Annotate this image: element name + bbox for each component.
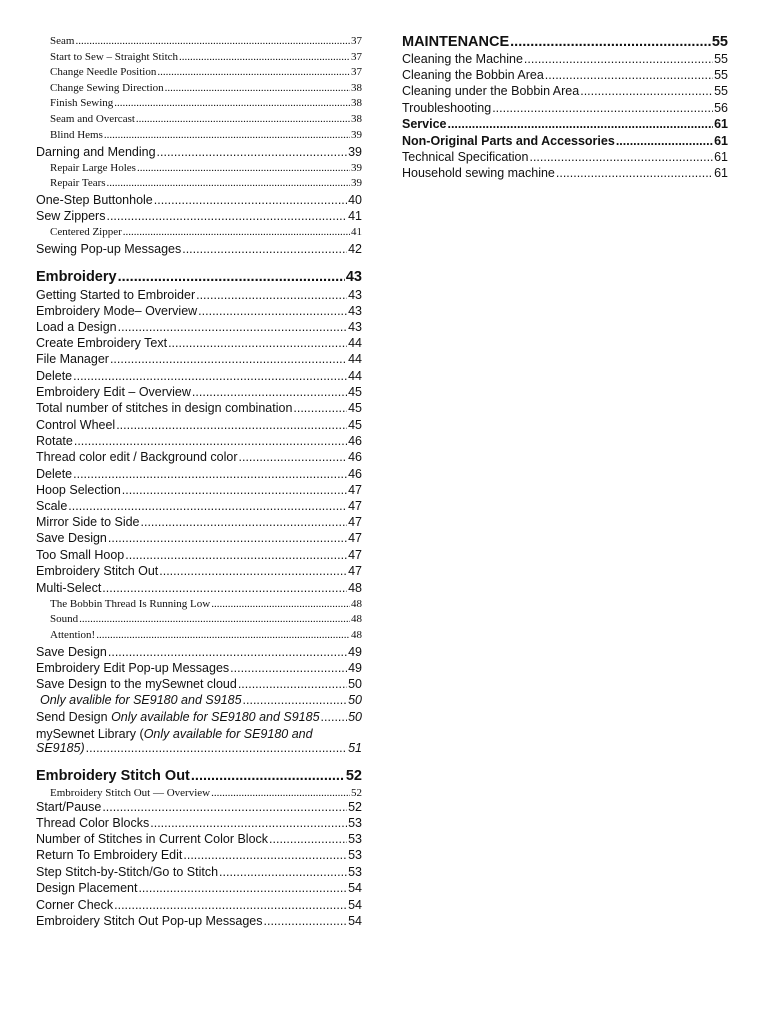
toc-entry-page: 48 (351, 613, 362, 625)
toc-entry-title: Embroidery Stitch Out (36, 564, 159, 578)
dot-leader (96, 629, 350, 642)
toc-entry-page: 53 (348, 816, 362, 830)
toc-entry-page: 46 (348, 434, 362, 448)
toc-entry-page: 47 (348, 531, 362, 545)
toc-entry (36, 434, 362, 448)
toc-entry (36, 320, 362, 334)
toc-entry (36, 129, 362, 142)
dot-leader (191, 768, 345, 785)
toc-entry-title: Control Wheel (36, 418, 116, 432)
dot-leader (106, 209, 347, 223)
toc-entry (402, 166, 728, 180)
dot-leader (293, 401, 347, 415)
toc-entry-title: Cleaning under the Bobbin Area (402, 84, 580, 98)
dot-leader (264, 914, 348, 928)
toc-entry-page: 43 (348, 288, 362, 302)
toc-entry-page: 47 (348, 483, 362, 497)
toc-entry-title: Too Small Hoop (36, 548, 125, 562)
toc-entry (402, 150, 728, 164)
toc-entry (36, 898, 362, 912)
dot-leader (102, 800, 347, 814)
toc-entry (36, 832, 362, 846)
dot-leader (159, 564, 347, 578)
toc-entry (402, 84, 728, 98)
toc-entry-page: 52 (348, 800, 362, 814)
toc-entry-page: 48 (351, 598, 362, 610)
toc-entry-page: 52 (351, 787, 362, 799)
toc-entry-title: Technical Specification (402, 150, 529, 164)
toc-entry-title: Corner Check (36, 898, 114, 912)
toc-entry (36, 787, 362, 800)
toc-entry-title: Sew Zippers (36, 209, 106, 223)
toc-entry-title: One-Step Buttonhole (36, 193, 153, 207)
toc-entry-page: 45 (348, 418, 362, 432)
toc-section-heading (402, 34, 728, 51)
toc-heading-page: 43 (345, 269, 362, 285)
dot-leader (182, 242, 347, 256)
toc-entry-page: 39 (351, 177, 362, 189)
dot-leader (125, 548, 347, 562)
toc-entry-title: Seam and Overcast (50, 113, 135, 125)
dot-leader (165, 82, 350, 95)
toc-entry-page: 53 (348, 848, 362, 862)
toc-entry-page: 37 (351, 66, 362, 78)
dot-leader (211, 787, 350, 800)
toc-entry-title: Finish Sewing (50, 97, 114, 109)
toc-entry-page: 39 (351, 129, 362, 141)
toc-entry-page: 44 (348, 336, 362, 350)
toc-entry-title: Return To Embroidery Edit (36, 848, 183, 862)
toc-entry-page: 38 (351, 113, 362, 125)
toc-entry-page: 55 (714, 52, 728, 66)
toc-entry-title: Change Needle Position (50, 66, 157, 78)
toc-entry (36, 865, 362, 879)
toc-entry-title: Start to Sew – Straight Stitch (50, 51, 179, 63)
dot-leader (524, 52, 713, 66)
toc-entry (36, 564, 362, 578)
toc-entry (36, 162, 362, 175)
dot-leader (116, 418, 347, 432)
toc-entry (36, 304, 362, 318)
dot-leader (104, 129, 350, 142)
toc-entry (36, 598, 362, 611)
toc-entry-page: 54 (348, 881, 362, 895)
dot-leader (107, 177, 350, 190)
dot-leader (179, 51, 350, 64)
toc-entry-page: 47 (348, 515, 362, 529)
dot-leader (123, 226, 350, 239)
toc-entry-title-line2 (36, 741, 362, 755)
dot-leader (79, 613, 350, 626)
toc-entry-title: Non-Original Parts and Accessories (402, 134, 615, 148)
toc-entry-title-continued: SE9185) (36, 741, 85, 755)
toc-entry-page: 41 (351, 226, 362, 238)
dot-leader (73, 369, 347, 383)
dot-leader (75, 35, 350, 48)
toc-entry-title: Sewing Pop-up Messages (36, 242, 182, 256)
dot-leader (192, 385, 347, 399)
toc-entry (36, 145, 362, 159)
toc-entry-title: Embroidery Edit – Overview (36, 385, 191, 399)
dot-leader (321, 710, 348, 724)
toc-entry-page: 56 (714, 101, 728, 115)
dot-leader (74, 434, 347, 448)
dot-leader (269, 832, 347, 846)
toc-entry-title: Embroidery Stitch Out Pop-up Messages (36, 914, 263, 928)
toc-entry-page: 48 (348, 581, 362, 595)
toc-entry-title: Start/Pause (36, 800, 102, 814)
toc-entry-page: 47 (348, 564, 362, 578)
toc-entry-title: Load a Design (36, 320, 117, 334)
toc-entry (36, 242, 362, 256)
toc-entry-page: 55 (714, 68, 728, 82)
dot-leader (529, 150, 713, 164)
toc-entry (36, 548, 362, 562)
toc-entry-page: 43 (348, 304, 362, 318)
toc-entry-title: Hoop Selection (36, 483, 121, 497)
dot-leader (556, 166, 713, 180)
toc-entry (36, 848, 362, 862)
toc-entry-title: Thread Color Blocks (36, 816, 150, 830)
toc-section-heading (36, 269, 362, 286)
toc-entry-page: 37 (351, 35, 362, 47)
toc-entry (402, 101, 728, 115)
toc-entry-title: Create Embroidery Text (36, 336, 168, 350)
dot-leader (580, 84, 713, 98)
toc-entry (36, 914, 362, 928)
toc-entry-title: Sound (50, 613, 79, 625)
dot-leader (118, 320, 347, 334)
toc-entry-page: 42 (348, 242, 362, 256)
toc-entry-title-italic: Only available for SE9180 and S9185 (111, 710, 320, 724)
dot-leader (110, 352, 347, 366)
toc-entry (402, 117, 728, 131)
toc-entry-page: 54 (348, 914, 362, 928)
toc-entry-page: 38 (351, 82, 362, 94)
toc-heading-title: MAINTENANCE (402, 34, 510, 50)
dot-leader (114, 97, 350, 110)
toc-entry-page: 41 (348, 209, 362, 223)
toc-entry-page: 46 (348, 467, 362, 481)
toc-entry-title-line1 (36, 727, 362, 741)
toc-entry-title: Save Design (36, 531, 107, 545)
dot-leader (157, 145, 348, 159)
toc-entry (36, 226, 362, 239)
toc-entry (36, 82, 362, 95)
toc-entry-title (36, 710, 320, 724)
toc-entry (36, 881, 362, 895)
dot-leader (118, 269, 345, 286)
dot-leader (510, 34, 711, 51)
toc-entry-page: 40 (348, 193, 362, 207)
toc-entry (36, 499, 362, 513)
toc-entry (36, 693, 362, 707)
toc-heading-page: 55 (711, 34, 728, 50)
dot-leader (137, 162, 350, 175)
toc-entry (36, 816, 362, 830)
dot-leader (183, 848, 347, 862)
toc-entry-page: 49 (348, 645, 362, 659)
toc-entry-title: Cleaning the Bobbin Area (402, 68, 544, 82)
toc-entry-page: 53 (348, 865, 362, 879)
toc-entry-page: 48 (351, 629, 362, 641)
toc-entry-page: 50 (348, 710, 362, 724)
dot-leader (141, 515, 348, 529)
dot-leader (136, 113, 350, 126)
toc-entry (36, 613, 362, 626)
toc-entry-title: Save Design (36, 645, 107, 659)
toc-entry-title: Repair Tears (50, 177, 106, 189)
dot-leader (219, 865, 347, 879)
toc-entry-title: Only avalible for SE9180 and S9185 (40, 693, 242, 707)
toc-entry (36, 450, 362, 464)
dot-leader (198, 304, 347, 318)
toc-entry (36, 727, 362, 755)
toc-entry (36, 369, 362, 383)
toc-entry (36, 177, 362, 190)
toc-entry (36, 710, 362, 724)
toc-entry-title: File Manager (36, 352, 109, 366)
toc-entry-page: 47 (348, 499, 362, 513)
toc-entry-page: 46 (348, 450, 362, 464)
dot-leader (447, 117, 713, 131)
dot-leader (230, 661, 347, 675)
toc-entry-title: Save Design to the mySewnet cloud (36, 677, 237, 691)
toc-entry (36, 385, 362, 399)
toc-entry-page: 39 (348, 145, 362, 159)
dot-leader (168, 336, 347, 350)
toc-entry-title-plain: Send Design (36, 710, 108, 724)
toc-entry-title: Troubleshooting (402, 101, 492, 115)
toc-entry (36, 35, 362, 48)
toc-entry (36, 209, 362, 223)
toc-entry-title: Mirror Side to Side (36, 515, 140, 529)
toc-entry (36, 66, 362, 79)
toc-entry-page: 51 (348, 741, 362, 755)
dot-leader (243, 693, 348, 707)
toc-entry-page: 45 (348, 385, 362, 399)
toc-entry-page: 49 (348, 661, 362, 675)
toc-entry (36, 352, 362, 366)
toc-entry-title: Embroidery Mode– Overview (36, 304, 198, 318)
dot-leader (108, 531, 347, 545)
toc-entry (36, 515, 362, 529)
dot-leader (86, 741, 347, 755)
toc-entry-title: Number of Stitches in Current Color Block (36, 832, 269, 846)
toc-entry-title-italic: Only available for SE9180 and (143, 727, 313, 741)
toc-entry-title-plain: mySewnet Library ( (36, 727, 144, 741)
toc-entry-title: Step Stitch-by-Stitch/Go to Stitch (36, 865, 219, 879)
dot-leader (492, 101, 713, 115)
toc-entry (36, 336, 362, 350)
toc-entry-title: Embroidery Stitch Out — Overview (50, 787, 211, 799)
toc-heading-page: 52 (345, 768, 362, 784)
toc-entry-page: 50 (348, 693, 362, 707)
toc-entry (402, 134, 728, 148)
toc-entry-title: Total number of stitches in design combination (36, 401, 293, 415)
toc-entry-page: 44 (348, 369, 362, 383)
dot-leader (108, 645, 347, 659)
toc-heading-title: Embroidery Stitch Out (36, 768, 190, 784)
toc-entry (36, 418, 362, 432)
toc-entry-page: 50 (348, 677, 362, 691)
toc-entry-title: Service (402, 117, 447, 131)
toc-entry (36, 677, 362, 691)
dot-leader (102, 581, 347, 595)
toc-entry-title: Centered Zipper (50, 226, 122, 238)
toc-entry (36, 51, 362, 64)
dot-leader (114, 898, 347, 912)
toc-entry (36, 531, 362, 545)
toc-section-heading (36, 768, 362, 785)
toc-entry-title: Repair Large Holes (50, 162, 136, 174)
dot-leader (238, 677, 347, 691)
dot-leader (196, 288, 347, 302)
toc-entry-page: 37 (351, 51, 362, 63)
toc-entry-title: Embroidery Edit Pop-up Messages (36, 661, 230, 675)
toc-entry-title: Thread color edit / Background color (36, 450, 238, 464)
dot-leader (138, 881, 347, 895)
toc-heading-title: Embroidery (36, 269, 117, 285)
toc-entry-page: 61 (714, 134, 728, 148)
toc-entry-page: 61 (714, 166, 728, 180)
toc-entry-page: 43 (348, 320, 362, 334)
toc-entry-page: 38 (351, 97, 362, 109)
dot-leader (154, 193, 347, 207)
toc-entry-page: 45 (348, 401, 362, 415)
dot-leader (157, 66, 350, 79)
dot-leader (122, 483, 347, 497)
toc-entry-title: Darning and Mending (36, 145, 156, 159)
toc-entry (36, 661, 362, 675)
toc-entry (402, 68, 728, 82)
toc-entry (36, 97, 362, 110)
toc-entry-page: 55 (714, 84, 728, 98)
toc-entry (36, 113, 362, 126)
toc-entry-title: Design Placement (36, 881, 138, 895)
dot-leader (211, 598, 350, 611)
dot-leader (616, 134, 713, 148)
toc-entry-title: Rotate (36, 434, 73, 448)
toc-entry-title: Delete (36, 467, 73, 481)
toc-entry (36, 581, 362, 595)
toc-entry-title: Scale (36, 499, 68, 513)
toc-entry-title: Delete (36, 369, 73, 383)
toc-entry-title: Cleaning the Machine (402, 52, 523, 66)
toc-entry-page: 61 (714, 150, 728, 164)
toc-entry (36, 467, 362, 481)
toc-entry-title: Seam (50, 35, 75, 47)
toc-entry (36, 483, 362, 497)
toc-entry-title: Change Sewing Direction (50, 82, 164, 94)
toc-entry-title: The Bobbin Thread Is Running Low (50, 598, 211, 610)
toc-entry (36, 193, 362, 207)
toc-entry-page: 47 (348, 548, 362, 562)
toc-entry-title: Multi-Select (36, 581, 102, 595)
toc-entry-page: 61 (714, 117, 728, 131)
dot-leader (239, 450, 348, 464)
toc-entry-title: Household sewing machine (402, 166, 555, 180)
toc-entry-title: Getting Started to Embroider (36, 288, 196, 302)
dot-leader (68, 499, 347, 513)
dot-leader (73, 467, 347, 481)
dot-leader (545, 68, 713, 82)
toc-entry-title: Attention! (50, 629, 96, 641)
toc-entry-page: 54 (348, 898, 362, 912)
toc-entry-page: 39 (351, 162, 362, 174)
toc-entry (36, 401, 362, 415)
toc-entry-page: 44 (348, 352, 362, 366)
toc-entry (36, 629, 362, 642)
toc-entry (36, 645, 362, 659)
dot-leader (150, 816, 347, 830)
toc-entry-page: 53 (348, 832, 362, 846)
toc-entry-title: Blind Hems (50, 129, 103, 141)
toc-entry (36, 800, 362, 814)
toc-entry (36, 288, 362, 302)
toc-entry (402, 52, 728, 66)
